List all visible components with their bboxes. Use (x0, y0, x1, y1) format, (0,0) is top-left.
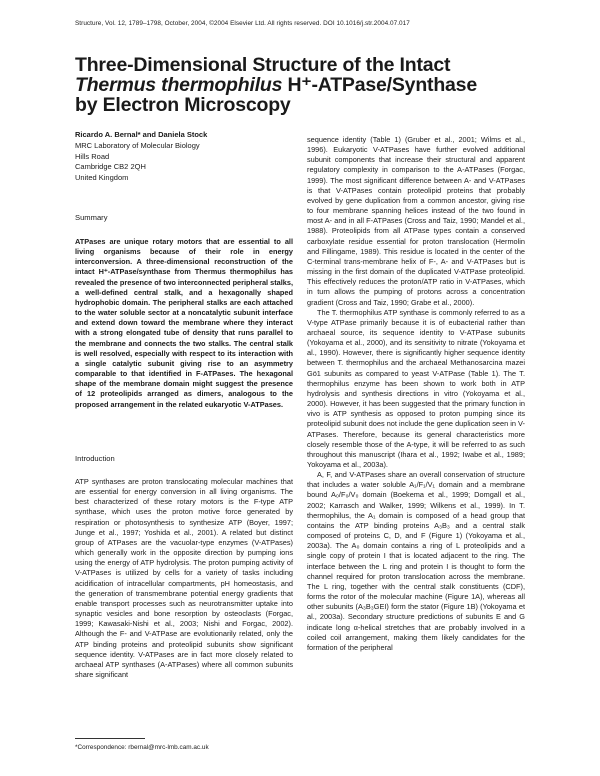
affiliation-line: MRC Laboratory of Molecular Biology (75, 140, 200, 150)
introduction-text: ATP synthases are proton translocating molecular machines that are essential for energy conversion in all living organisms. The best characterized of these rotary motors is the F-type ATP synthase, which uses the proton motive force generated by respiration or photosynthesis to synthesize ATP (Boyer, 1997; Junge et al., 1997; Yoshida et al., 2001). A related but distinct group of ATPases are the vacuolar-type enzymes (V-ATPases) which generally work in the opposite direction by pumping ions using the energy of ATP hydrolysis. The proton pumping activity of V-ATPases is utilized by cells for a variety of tasks including acidification of intracellular compartments, pH homeostasis, and the generation of transmembrane potential energy gradients that enable transport processes such as neurotransmitter uptake into synaptic vesicles and bone resorption by osteoclasts (Forgac, 1999; Kawasaki-Nishi et al., 2003; Nishi and Forgac, 2002). Although the F- and V-ATPase are evolutionarily related, only the ATP binding proteins and proteolipid subunits show significant sequence identity. V-ATPases are in fact more closely related to archaeal ATP synthases (A-ATPases) where all common subunits share significant (75, 477, 293, 679)
summary-text: ATPases are unique rotary motors that are essential to all living organisms because of their role in energy interconversion. A three-dimensional reconstruction of the intact H⁺-ATPase/synthase from Thermus thermophilus has revealed the presence of two interconnected peripheral stalks, a well-defined central stalk, and a hexagonally shaped hydrophobic domain. The peripheral stalks are each attached to the water soluble sector at a noncatalytic subunit interface and extend down toward the membrane where they interact with a strong elongated tube of density that runs parallel to the membrane and connects the two stalks. The central stalk is well resolved, especially with respect to its interaction with a single catalytic subunit giving rise to an asymmetry comparable to that identified in F-ATPases. The hexagonal shape of the membrane domain might suggest the presence of 12 proteolipids arranged as dimers, analogous to the proposed arrangement in the related eukaryotic V-ATPases. (75, 237, 293, 409)
right-column (307, 135, 525, 653)
footnote-rule (75, 738, 145, 739)
introduction-heading: Introduction (75, 454, 115, 463)
article-title (75, 55, 495, 115)
affiliation-line: Hills Road (75, 151, 110, 161)
summary-heading: Summary (75, 213, 108, 222)
title-line-2-rest: H⁺-ATPase/Synthase (282, 74, 477, 96)
author-names: Ricardo A. Bernal* and Daniela Stock (75, 130, 208, 139)
paragraph: A, F, and V-ATPases share an overall conservation of structure that includes a water soluble A₁/F₁/V₁ domain and a membrane bound A₀/F₀/V₀ domain (Boekema et al., 1999; Domgall et al., 2002; Karrasch and Walker, 1999; Wilkens et al., 1999). In T. thermophilus, the A₁ domain is composed of a head group that contains the ATP binding proteins A₃B₃ and a central stalk composed of proteins C, D, and F (Figure 1) (Yokoyama et al., 2003a). The A₀ domain contains a ring of L proteolipids and a single copy of protein I that is located adjacent to the ring. The interface between the L ring and protein I is thought to form the channel required for proton translocation across the membrane. The L ring, together with the central stalk constituents (CDF), forms the rotor of the molecular machine (Figure 1A), whereas all other subunits (A₃B₃GEI) form the stator (Figure 1B) (Yokoyama et al., 2003a). Secondary structure predictions of subunits E and G indicate long α-helical stretches that are probably involved in a coiled coil arrangement, making them likely candidates for the formation of the peripheral (307, 470, 525, 652)
author-block (75, 130, 275, 184)
affiliation-line: United Kingdom (75, 173, 129, 183)
running-head: Structure, Vol. 12, 1789–1798, October, 2004, ©2004 Elsevier Ltd. All rights reserved. DOI 10.1016/j.str.2004.07.017 (75, 20, 410, 27)
title-species: Thermus thermophilus (75, 74, 283, 96)
paragraph: sequence identity (Table 1) (Gruber et al., 2001; Wilms et al., 1996). Eukaryotic V-ATPases have further evolved additional subunit components that increase their structural and apparent regulatory complexity in comparison to the A-ATPases (Forgac, 1999). The most significant difference between A- and V-ATPases is that V-ATPases contain proteolipid proteins that probably evolved by gene duplication from a common ancestor, giving rise to four membrane spanning helices instead of the two found in most A- and in all F-ATPases (Cross and Taiz, 1990; Mandel et al., 1988). Proteolipids from all ATPase types contain a conserved carboxylate residue essential for proton translocation (Hermolin and Fillingame, 1989). This residue is located in the center of the C-terminal trans-membrane helix of F-, A- and V-ATPases but is missing in the first domain of the duplicated V-ATPase proteolipid. This effectively reduces the proton/ATP ratio in V-ATPases, which in turn allows the pumping of protons across a concentration gradient (Cross and Taiz, 1990; Grabe et al., 2000). (307, 135, 525, 307)
correspondence-footnote: *Correspondence: rbernal@mrc-lmb.cam.ac.uk (75, 744, 209, 751)
paragraph: The T. thermophilus ATP synthase is commonly referred to as a V-type ATPase primarily because it is of eubacterial rather than archaeal source, its sequence identity to V-ATPase subunits (Yokoyama et al., 2000), and its sensitivity to nitrate (Yokoyama et al., 1990). However, there is significantly higher sequence identity between T. thermophilus and the archaeal Methanosarcina mazei Gö1 subunits as compared to yeast V-ATPase (Table 1). The T. thermophilus enzyme has been shown to work both in ATP hydrolysis and synthesis directions in vitro (Yokoyama et al., 2000). However, it has been suggested that the primary function in vivo is ATP synthesis as opposed to proton pumping since its proteolipid subunit does not include the gene duplication seen in V-ATPases. Therefore, because its general characteristics more closely resemble those of the A-type, it will be referred to as such throughout this manuscript (Ihara et al., 1992; Iwabe et al., 1989; Yokoyama et al., 2003a). (307, 307, 525, 469)
title-line-1: Three-Dimensional Structure of the Intact (75, 54, 451, 76)
affiliation-line: Cambridge CB2 2QH (75, 162, 146, 172)
title-line-3: by Electron Microscopy (75, 94, 291, 116)
title-line-2 (75, 75, 495, 95)
